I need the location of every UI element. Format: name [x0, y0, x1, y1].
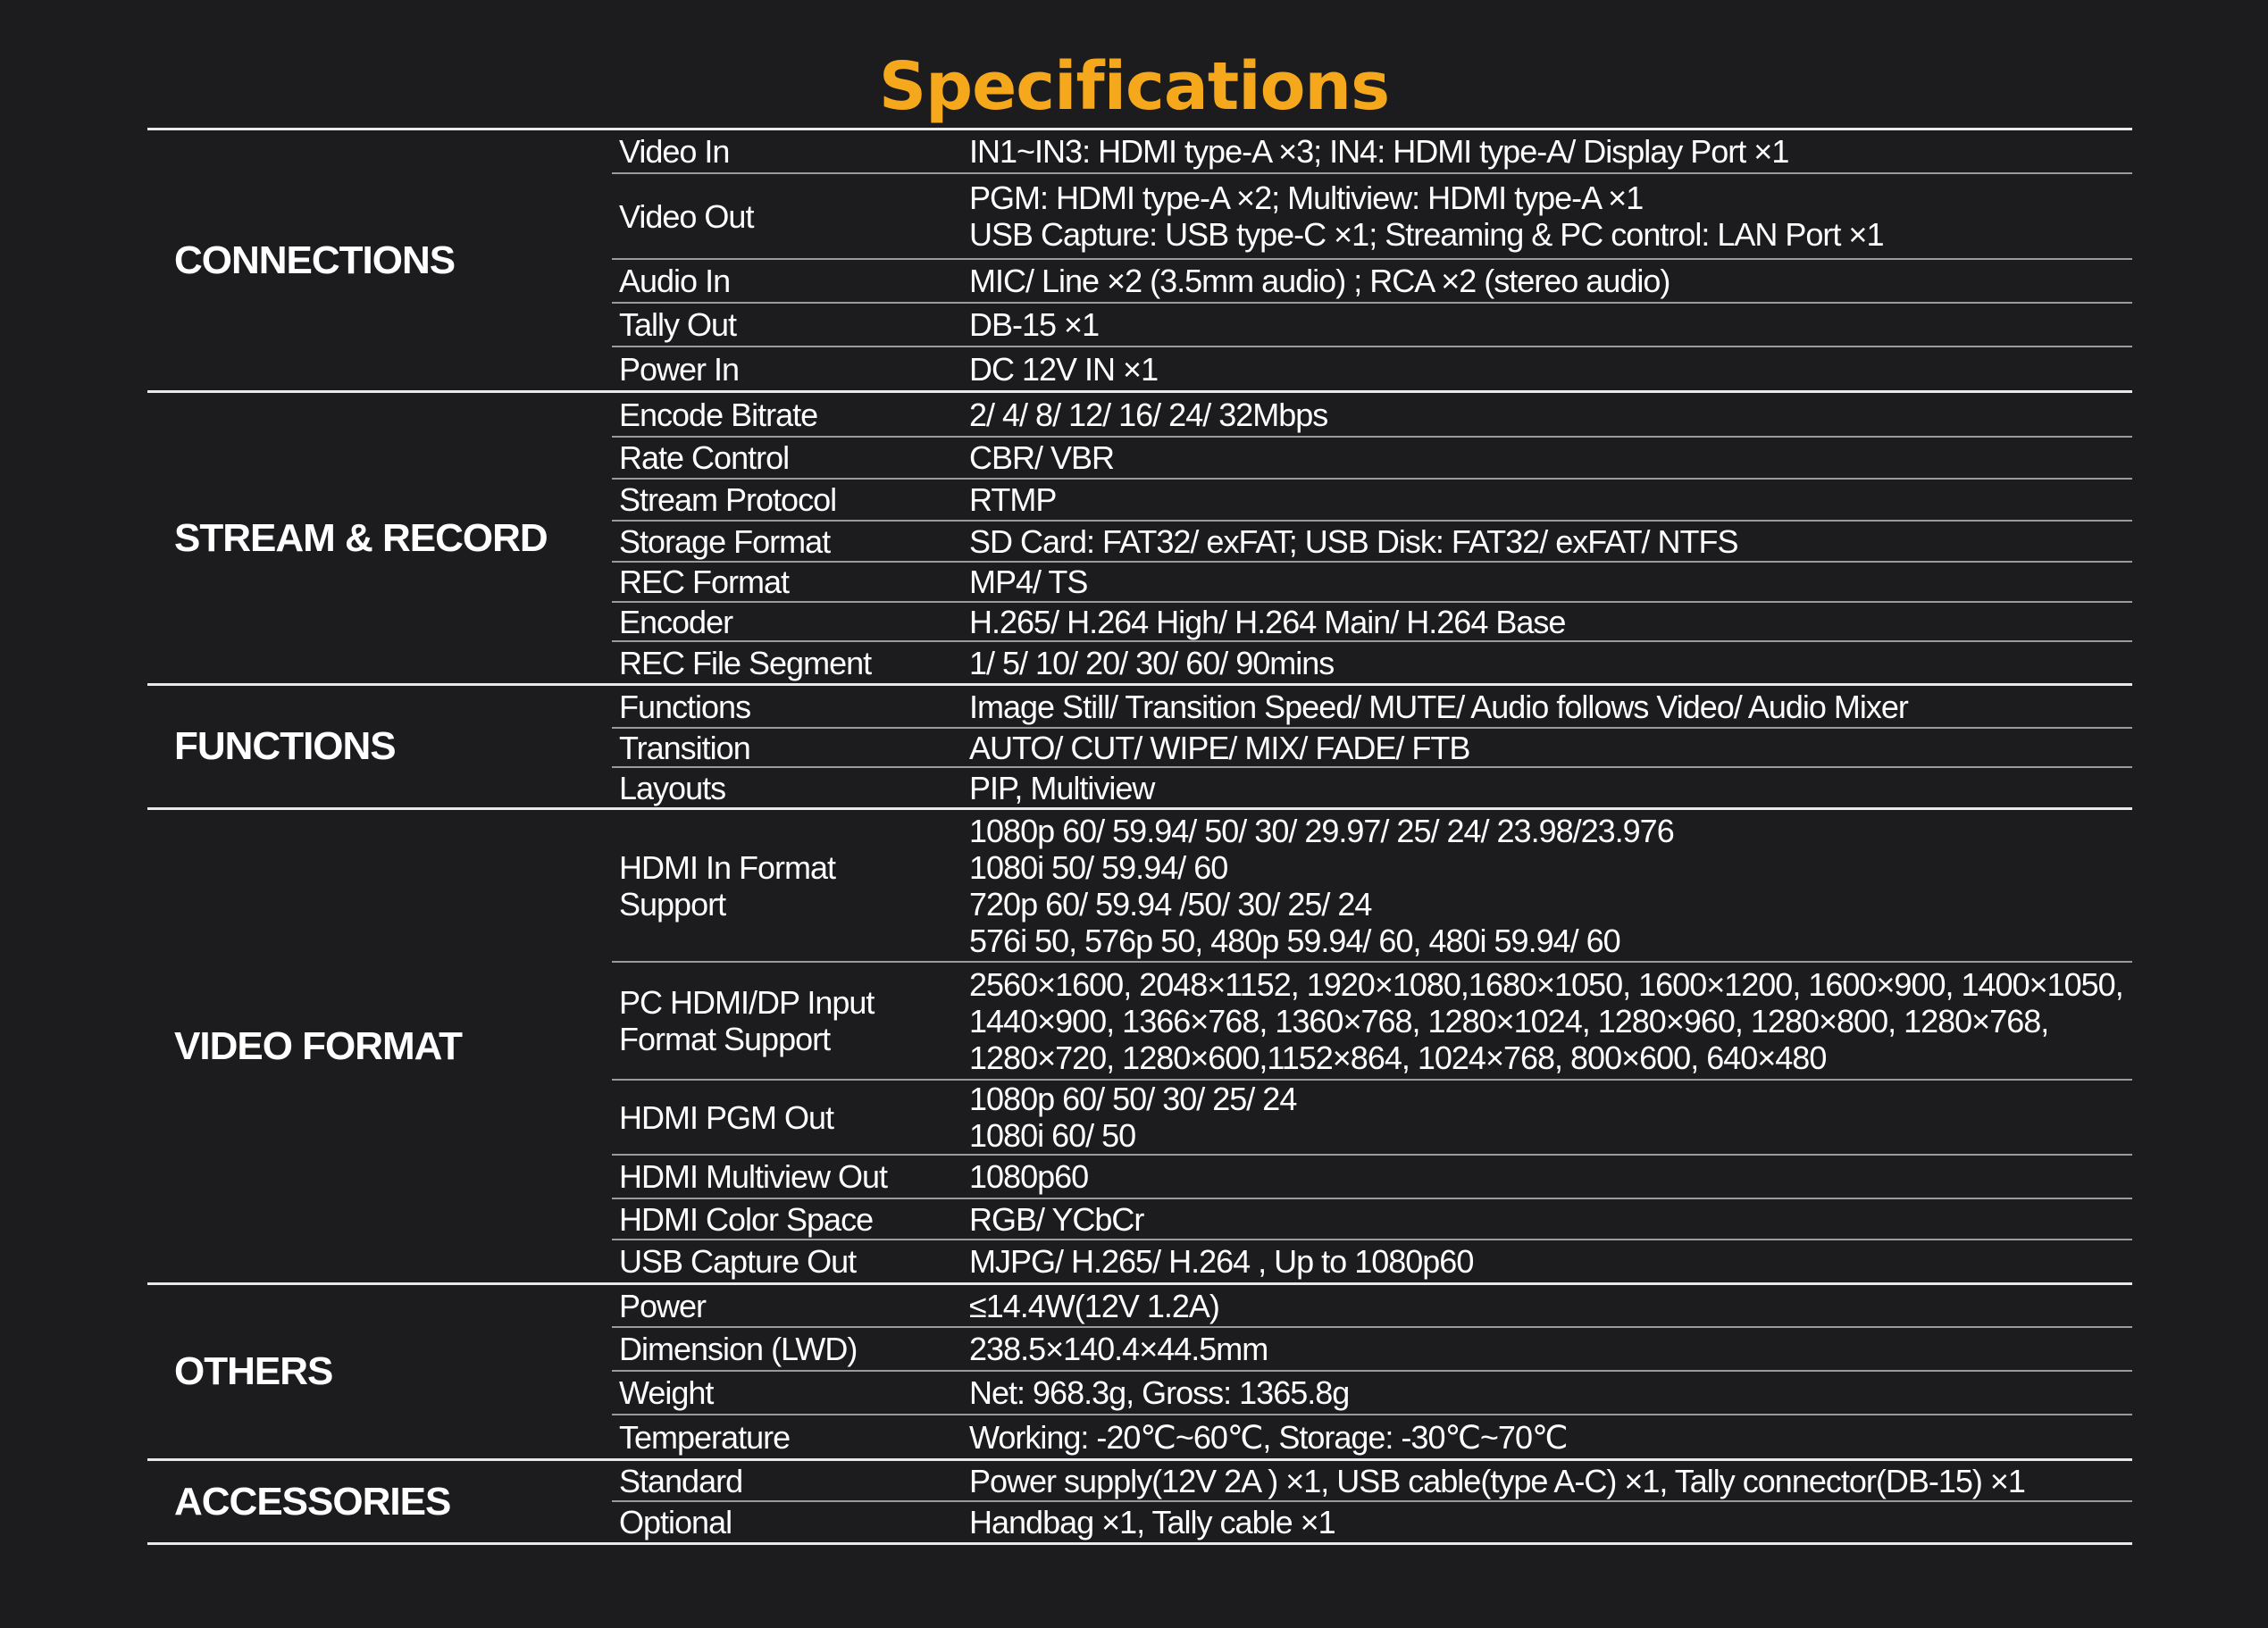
spec-key: Power In: [619, 350, 740, 388]
spec-row: [612, 393, 2132, 438]
spec-value: IN1~IN3: HDMI type-A ×3; IN4: HDMI type-A/ Display Port ×1: [969, 133, 1789, 170]
spec-row: [612, 1502, 2132, 1542]
spec-row: [612, 729, 2132, 768]
spec-value: 1/ 5/ 10/ 20/ 30/ 60/ 90mins: [969, 644, 1335, 681]
spec-value: SD Card: FAT32/ exFAT; USB Disk: FAT32/ exFAT/ NTFS: [969, 522, 1738, 560]
section-label: STREAM & RECORD: [174, 515, 548, 560]
spec-value: DC 12V IN ×1: [969, 350, 1159, 388]
spec-value: 1080p 60/ 50/ 30/ 25/ 24 1080i 60/ 50: [969, 1081, 1297, 1154]
spec-row: [612, 130, 2132, 174]
spec-key: Standard: [619, 1462, 743, 1499]
spec-row: [612, 1081, 2132, 1156]
spec-key: Rate Control: [619, 439, 790, 476]
spec-row: [612, 1461, 2132, 1502]
spec-table: [147, 128, 2132, 1545]
section-rows: [612, 1285, 2132, 1458]
spec-row: [612, 1285, 2132, 1328]
spec-row: [612, 563, 2132, 603]
spec-section: [147, 393, 2132, 686]
section-label: FUNCTIONS: [174, 724, 396, 768]
spec-value: CBR/ VBR: [969, 439, 1115, 476]
section-rows: [612, 1461, 2132, 1542]
spec-value: RTMP: [969, 481, 1057, 518]
spec-value: AUTO/ CUT/ WIPE/ MIX/ FADE/ FTB: [969, 729, 1470, 766]
spec-key: Layouts: [619, 769, 726, 806]
spec-row: [612, 438, 2132, 480]
spec-section: [147, 1461, 2132, 1545]
spec-value: 2/ 4/ 8/ 12/ 16/ 24/ 32Mbps: [969, 396, 1328, 433]
spec-row: [612, 304, 2132, 347]
spec-key: Storage Format: [619, 522, 831, 560]
spec-key: Weight: [619, 1374, 714, 1411]
section-rows: [612, 686, 2132, 807]
spec-row: [612, 1240, 2132, 1282]
spec-section: [147, 128, 2132, 393]
spec-row: [612, 642, 2132, 683]
section-label: OTHERS: [174, 1349, 333, 1393]
spec-key: Video In: [619, 133, 730, 170]
section-rows: [612, 810, 2132, 1282]
spec-row: [612, 1199, 2132, 1240]
section-rows: [612, 130, 2132, 390]
section-rows: [612, 393, 2132, 683]
spec-key: Audio In: [619, 263, 731, 299]
spec-value: Power supply(12V 2A ) ×1, USB cable(type A-C) ×1, Tally connector(DB-15) ×1: [969, 1462, 2025, 1499]
spec-key: USB Capture Out: [619, 1243, 857, 1280]
spec-value: MJPG/ H.265/ H.264 , Up to 1080p60: [969, 1243, 1474, 1280]
spec-value: 2560×1600, 2048×1152, 1920×1080,1680×1050, 1600×1200, 1600×900, 1400×1050, 1440×900, 1366×768, 1360×768, 1280×1024, 1280×960, 1280×800, 1280×768, 1280×720, 1280×600,1152×864, 1024×768, 800×600, 640×480: [969, 965, 2123, 1076]
spec-key: REC Format: [619, 564, 790, 600]
spec-row: [612, 1415, 2132, 1458]
spec-value: 1080p60: [969, 1158, 1089, 1195]
spec-section: [147, 810, 2132, 1285]
spec-value: DB-15 ×1: [969, 306, 1100, 343]
spec-key: Encoder: [619, 603, 733, 640]
spec-row: [612, 603, 2132, 642]
spec-row: [612, 260, 2132, 304]
spec-row: [612, 1156, 2132, 1199]
spec-key: HDMI Color Space: [619, 1200, 874, 1238]
spec-row: [612, 963, 2132, 1081]
spec-value: H.265/ H.264 High/ H.264 Main/ H.264 Base: [969, 603, 1566, 640]
spec-value: RGB/ YCbCr: [969, 1200, 1144, 1238]
spec-row: [612, 1372, 2132, 1415]
spec-value: Image Still/ Transition Speed/ MUTE/ Audio follows Video/ Audio Mixer: [969, 688, 1908, 725]
spec-key: HDMI In Format Support: [619, 848, 836, 923]
spec-key: HDMI Multiview Out: [619, 1158, 888, 1195]
spec-key: Functions: [619, 688, 751, 725]
spec-row: [612, 1328, 2132, 1372]
spec-key: Transition: [619, 729, 750, 766]
spec-section: [147, 686, 2132, 810]
spec-value: ≤14.4W(12V 1.2A): [969, 1287, 1219, 1324]
spec-value: PIP, Multiview: [969, 769, 1155, 806]
section-label: VIDEO FORMAT: [174, 1023, 463, 1068]
spec-value: Net: 968.3g, Gross: 1365.8g: [969, 1374, 1350, 1411]
spec-key: Temperature: [619, 1418, 791, 1456]
section-label: ACCESSORIES: [174, 1479, 451, 1524]
spec-key: Video Out: [619, 197, 754, 235]
spec-row: [612, 810, 2132, 963]
spec-value: Handbag ×1, Tally cable ×1: [969, 1504, 1335, 1540]
spec-key: Dimension (LWD): [619, 1331, 858, 1367]
spec-section: [147, 1285, 2132, 1461]
spec-key: Encode Bitrate: [619, 396, 818, 433]
spec-key: Stream Protocol: [619, 481, 837, 518]
spec-row: [612, 480, 2132, 522]
spec-key: REC File Segment: [619, 644, 872, 681]
spec-row: [612, 522, 2132, 563]
spec-key: Tally Out: [619, 306, 737, 343]
spec-value: Working: -20℃~60℃, Storage: -30℃~70℃: [969, 1418, 1568, 1456]
spec-key: Optional: [619, 1504, 732, 1540]
spec-value: PGM: HDMI type-A ×2; Multiview: HDMI type-A ×1 USB Capture: USB type-C ×1; Streaming & PC control: LAN Port ×1: [969, 179, 1884, 253]
page-title: Specifications: [878, 48, 1390, 125]
section-label: CONNECTIONS: [174, 238, 456, 282]
spec-value: MP4/ TS: [969, 564, 1088, 600]
spec-key: HDMI PGM Out: [619, 1098, 834, 1136]
spec-row: [612, 768, 2132, 807]
spec-row: [612, 347, 2132, 390]
spec-key: PC HDMI/DP Input Format Support: [619, 984, 875, 1057]
spec-row: [612, 686, 2132, 729]
spec-row: [612, 174, 2132, 260]
spec-value: MIC/ Line ×2 (3.5mm audio) ; RCA ×2 (stereo audio): [969, 263, 1670, 299]
spec-value: 238.5×140.4×44.5mm: [969, 1331, 1268, 1367]
spec-value: 1080p 60/ 59.94/ 50/ 30/ 29.97/ 25/ 24/ 23.98/23.976 1080i 50/ 59.94/ 60 720p 60/ 59.94 /50/ 30/ 25/ 24 576i 50, 576p 50, 480p 59.94/ 60, 480i 59.94/ 60: [969, 812, 1674, 959]
spec-key: Power: [619, 1287, 707, 1324]
